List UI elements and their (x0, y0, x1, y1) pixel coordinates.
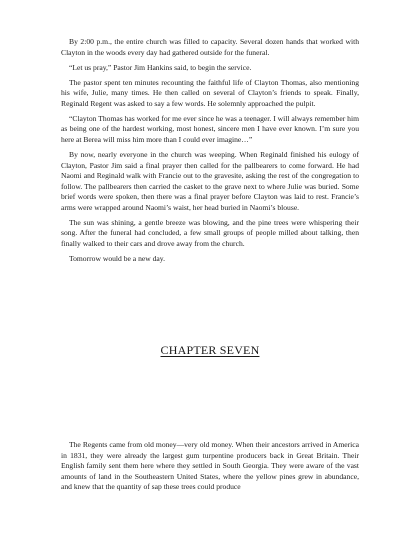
paragraph: The sun was shining, a gentle breeze was blowing, and the pine trees were whispering their song. After the funeral had concluded, a few small groups of people milled about talking, then finally walked to their cars and drove away from the church. (61, 217, 359, 249)
paragraph: “Clayton Thomas has worked for me ever since he was a teenager. I will always remember him as being one of the hardest working, most honest, sincere men I have ever known. I’m sure you here at Berea will miss him more than I could ever imagine…” (61, 113, 359, 144)
paragraph: The Regents came from old money—very old money. When their ancestors arrived in America in 1831, they were already the largest gum turpentine producers back in Great Britain. Their English family sent them here where they settled in South Georgia. They were aware of the vast amounts of land in the Southeastern United States, where the yellow pines grew in abundance, and knew that the quantity of sap these trees could produce (61, 440, 359, 492)
paragraph: The pastor spent ten minutes recounting the faithful life of Clayton Thomas, also mentioning his wife, Julie, many times. He then called on several of Clayton’s friends to speak. Finally, Reginald Regent was asked to say a few words. He solemnly approached the pulpit. (61, 77, 359, 108)
paragraph: By 2:00 p.m., the entire church was filled to capacity. Several dozen hands that worked with Clayton in the woods every day had gathered outside for the funeral. (61, 37, 359, 57)
chapter-heading: CHAPTER SEVEN (160, 343, 260, 357)
chapter-end-text (61, 37, 359, 269)
paragraph: By now, nearly everyone in the church was weeping. When Reginald finished his eulogy of Clayton, Pastor Jim said a final prayer then called for the pallbearers to come forward. He had Naomi and Reginald walk with Francie out to the gravesite, asking the rest of the congregation to follow. The pallbearers then carried the casket to the grave next to where Julie was buried. Some brief words were spoken, then there was a final prayer before Clayton was laid to rest. Francie’s arms were wrapped around Naomi’s waist, her head buried in Naomi’s blouse. (61, 149, 359, 212)
paragraph: Tomorrow would be a new day. (69, 254, 165, 264)
chapter-start-text (61, 440, 359, 497)
paragraph: “Let us pray,” Pastor Jim Hankins said, to begin the service. (69, 62, 252, 72)
